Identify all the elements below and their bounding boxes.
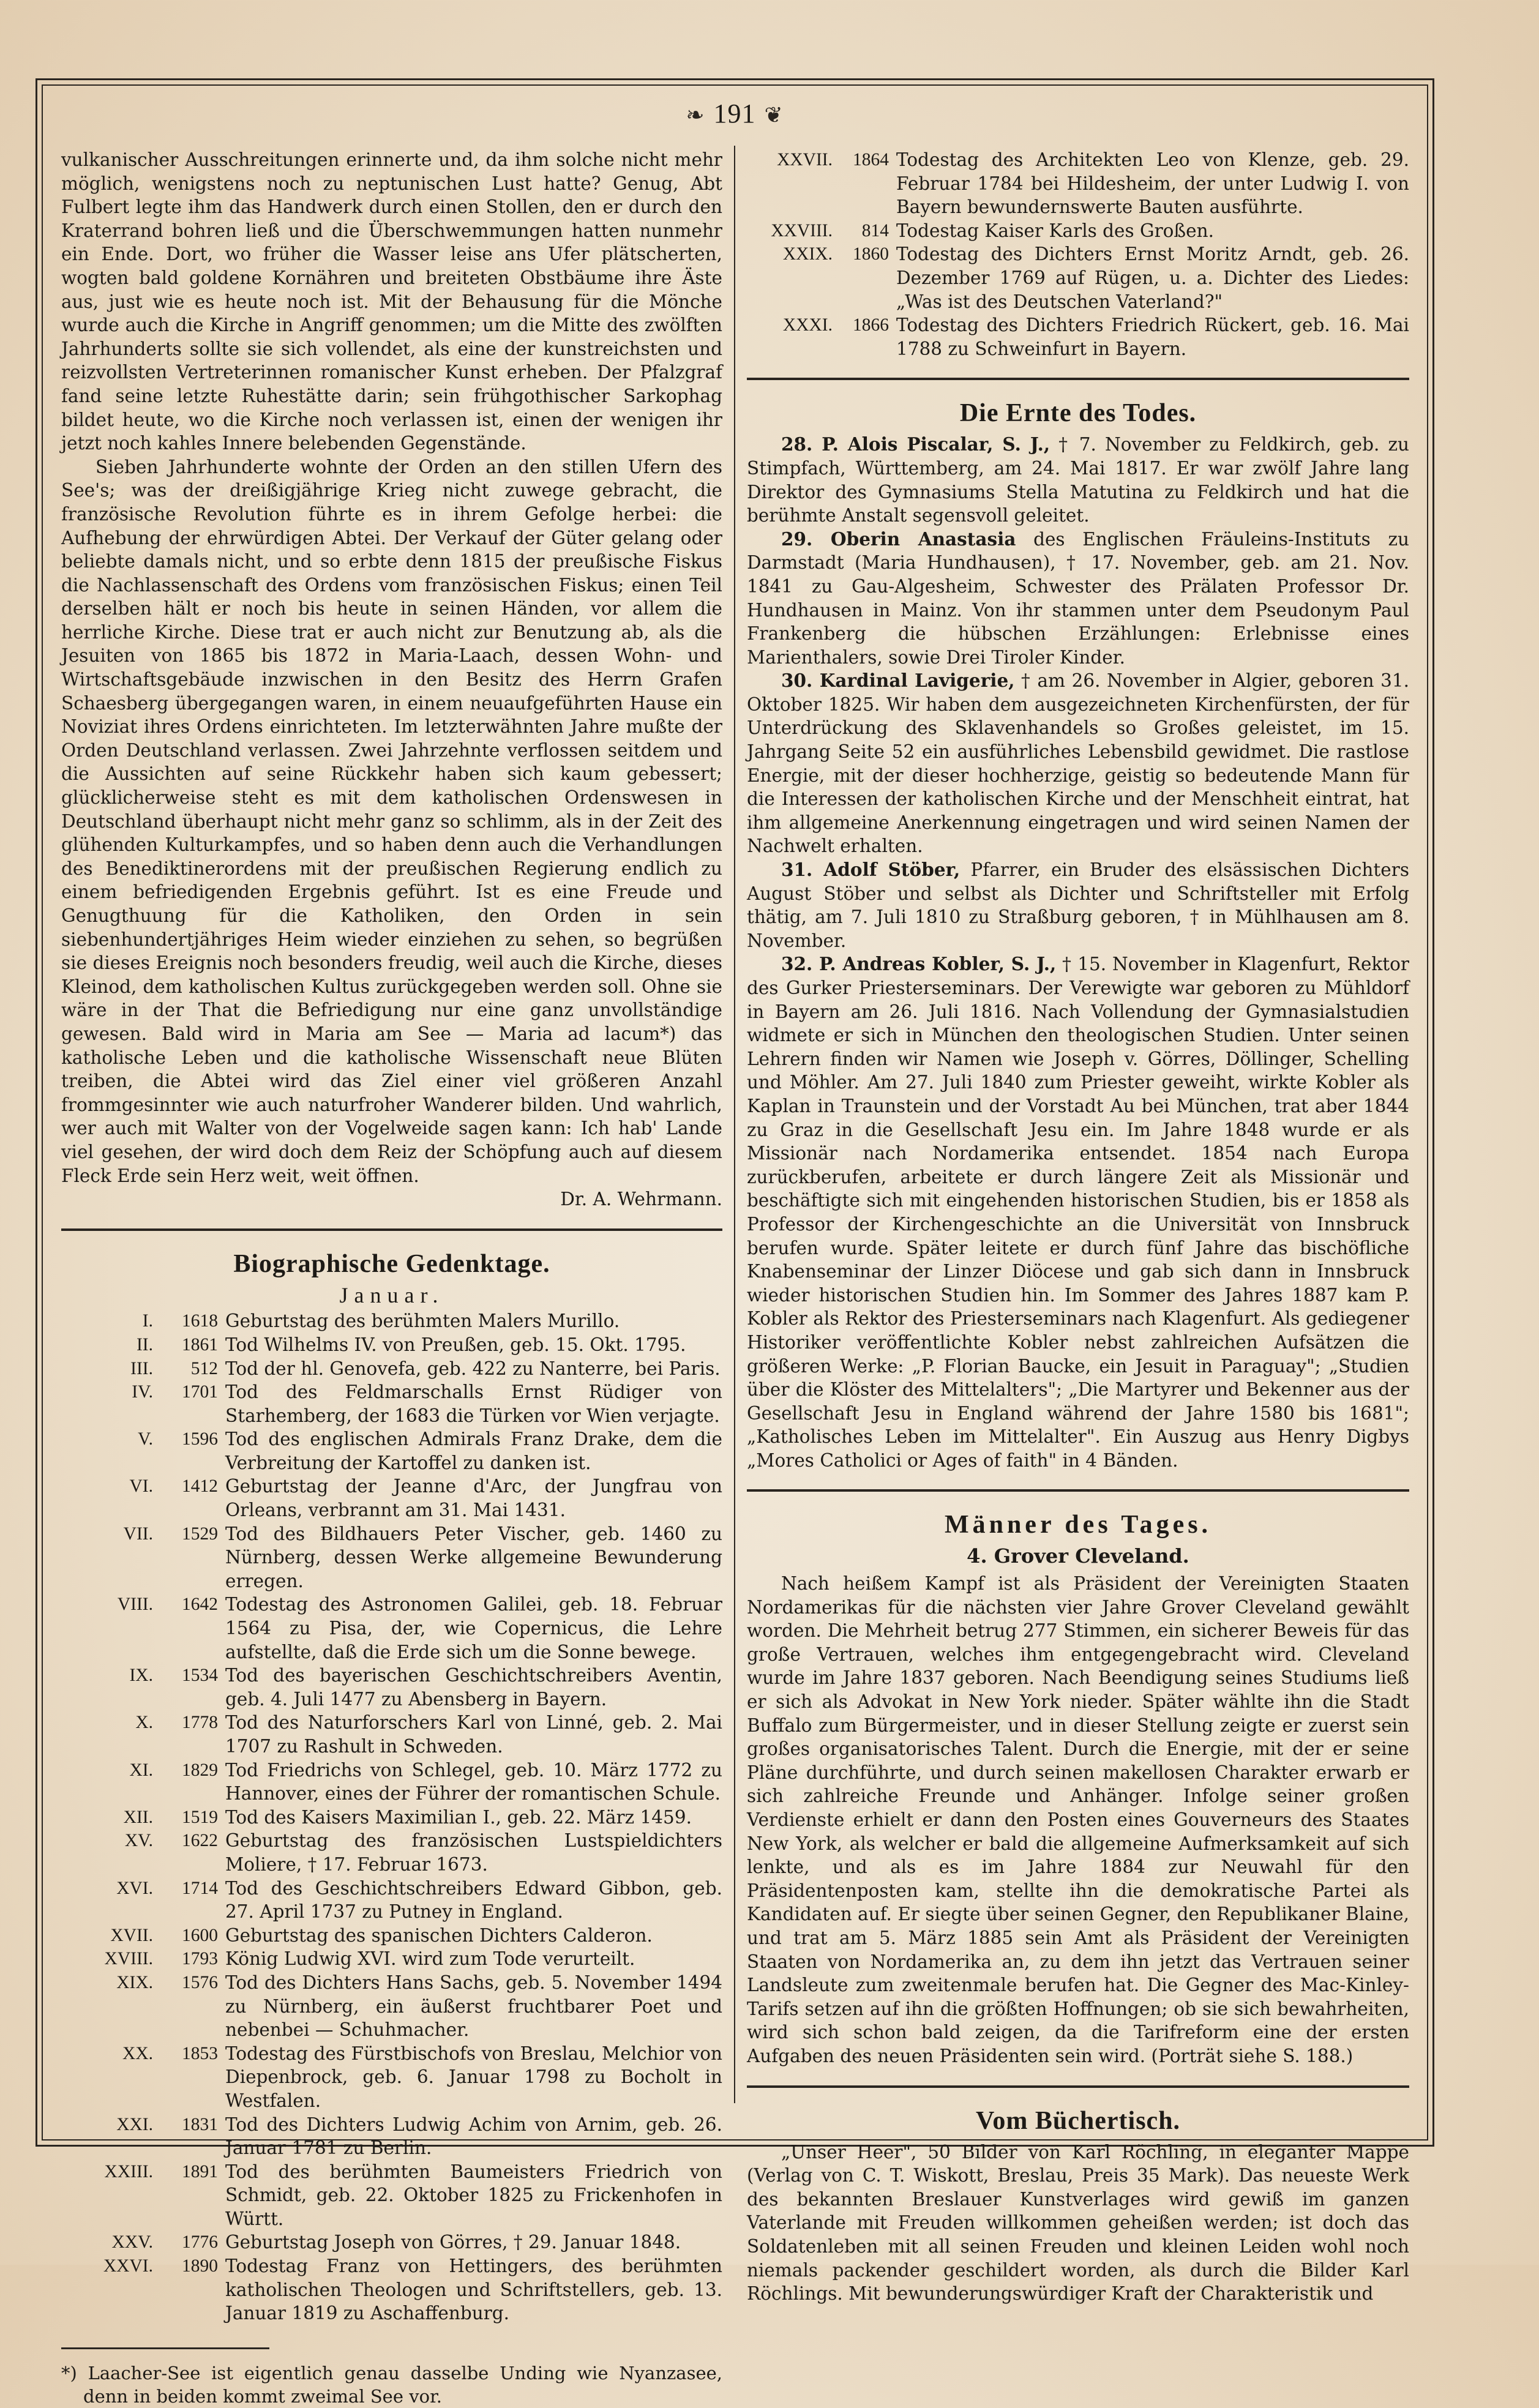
gedenktag-text: Tod des Feldmarschalls Ernst Rüdiger von Starhemberg, der 1683 die Türken vor Wien verjagte. <box>225 1382 722 1426</box>
gedenktag-entry <box>61 1971 722 2042</box>
gedenktag-text: Tod des Kaisers Maximilian I., geb. 22. März 1459. <box>225 1806 692 1828</box>
gedenktag-year: 1576 <box>182 1972 218 1992</box>
gedenktag-year: 1714 <box>182 1878 218 1898</box>
gedenktag-day: XXIX. <box>782 244 833 264</box>
gedenktag-year: 1864 <box>853 150 889 170</box>
gedenktag-text: Tod der hl. Genovefa, geb. 422 zu Nanterre, bei Paris. <box>225 1358 721 1379</box>
obituary-entry <box>747 528 1409 670</box>
obituary-name: 32. P. Andreas Kobler, S. J., <box>781 953 1057 975</box>
gedenktag-entry <box>61 1475 722 1522</box>
gedenktag-entry <box>61 1380 722 1427</box>
gedenktag-text: Todestag des Fürstbischofs von Breslau, Melchior von Diepenbrock, geb. 6. Januar 1798 zu Bocholt in Westfalen. <box>225 2043 722 2111</box>
gedenktag-entry <box>61 1522 722 1593</box>
gedenktag-day: I. <box>142 1311 153 1331</box>
gedenktag-text: Tod des englischen Admirals Franz Drake, dem die Verbreitung der Kartoffel zu danken ist. <box>225 1429 722 1473</box>
gedenktag-entry <box>747 242 1409 313</box>
article-paragraph: vulkanischer Ausschreitungen erinnerte und, da ihm solche nicht mehr möglich, wenigstens noch zu neptunischen Lust hatte? Genug, Abt Fulbert legte ihm das Handwerk durch einen Stollen, den er durch den Kraterrand bohren ließ und die Überschwemmungen hatten nunmehr ein Ende. Dort, wo früher die Wasser leise ans Ufer plätscherten, wogten bald goldene Kornähren und breiteten Obstbäume ihre Äste aus, just wie es heute noch ist. Mit der Behausung für die Mönche wurde auch die Kirche in Angriff genommen; um die Mitte des zwölften Jahrhunderts sollte sie sich vollendet, als eine der kunstreichsten und reizvollsten Vertreterinnen romanischer Kunst erheben. Der Pfalzgraf fand seine letzte Ruhestätte darin; sein frühgothischer Sarkophag bildet heute, wo die Kirche noch verlassen ist, einen der wenigen ihr jetzt noch kahles Innere belebenden Gegenstände. <box>61 149 722 454</box>
gedenktag-day: XVI. <box>116 1878 153 1898</box>
gedenktag-text: Tod Friedrichs von Schlegel, geb. 10. März 1772 zu Hannover, eines der Führer der romantischen Schule. <box>225 1759 722 1804</box>
gedenktag-entry <box>61 1427 722 1475</box>
gedenktag-year: 1600 <box>182 1925 218 1945</box>
gedenktag-text: Todestag Kaiser Karls des Großen. <box>896 220 1214 241</box>
gedenktag-entry <box>747 148 1409 219</box>
gedenktag-year: 1853 <box>182 2043 218 2063</box>
gedenktag-text: Geburtstag des französischen Lustspieldichters Moliere, † 17. Februar 1673. <box>225 1830 722 1875</box>
gedenktag-entry <box>61 2042 722 2113</box>
gedenktag-day: IV. <box>132 1382 153 1402</box>
maenner-title: Männer des Tages. <box>944 1511 1212 1539</box>
gedenktag-year: 1596 <box>182 1429 218 1449</box>
gedenktag-year: 1534 <box>182 1666 218 1686</box>
gedenktag-day: XXV. <box>111 2232 153 2253</box>
gedenktag-day: VIII. <box>117 1595 153 1615</box>
gedenktag-year: 1890 <box>182 2256 218 2276</box>
gedenktag-text: Todestag des Dichters Friedrich Rückert, geb. 16. Mai 1788 zu Schweinfurt in Bayern. <box>896 315 1409 359</box>
gedenktag-entry <box>61 2230 722 2254</box>
gedenktag-text: König Ludwig XVI. wird zum Tode verurteilt. <box>225 1948 635 1970</box>
gedenktag-entry <box>61 1664 722 1711</box>
obituary-entry <box>747 669 1409 858</box>
gedenktag-text: Geburtstag Joseph von Görres, † 29. Januar 1848. <box>225 2232 681 2253</box>
gedenktag-text: Tod Wilhelms IV. von Preußen, geb. 15. Okt. 1795. <box>225 1334 686 1355</box>
gedenktag-year: 1622 <box>182 1831 218 1851</box>
section-divider <box>747 2085 1409 2088</box>
gedenktag-text: Tod des berühmten Baumeisters Friedrich von Schmidt, geb. 22. Oktober 1825 zu Frickenhofen in Württ. <box>225 2161 722 2229</box>
gedenktag-text: Geburtstag der Jeanne d'Arc, der Jungfrau von Orleans, verbrannt am 31. Mai 1431. <box>225 1476 722 1521</box>
gedenktag-entry <box>61 1829 722 1876</box>
gedenktag-text: Tod des bayerischen Geschichtschreibers Aventin, geb. 4. Juli 1477 zu Abensberg in Bayern. <box>225 1665 722 1710</box>
maenner-text: Nach heißem Kampf ist als Präsident der Vereinigten Staaten Nordamerikas für die nächsten vier Jahre Grover Cleveland gewählt worden. Die Mehrheit betrug 277 Stimmen, ein sicherer Beweis für das große Vertrauen, welches ihm entgegengebracht wird. Cleveland wurde im Jahre 1837 geboren. Nach Beendigung seines Studiums ließ er sich als Advokat in New York nieder. Später wählte ihn die Stadt Buffalo zum Bürgermeister, und in dieser Stellung zeigte er zuerst sein großes organisatorisches Talent. Durch die Energie, mit der er seine Pläne durchführte, und durch seinen makellosen Charakter erwarb er sich zahlreiche Freunde und Anhänger. Infolge seiner großen Verdienste erhielt er dann den Posten eines Gouverneurs des Staates New York, als welcher er bald die allgemeine Aufmerksamkeit auf sich lenkte, und als es im Jahre 1884 zur Neuwahl für den Präsidentenposten kam, stellte ihn die demokratische Partei als Kandidaten auf. Er siegte über seinen Gegner, den Republikaner Blaine, und trat am 5. März 1885 sein Amt als Präsident der Vereinigten Staaten von Nordamerika an, zu dem ihn jetzt das Vertrauen seiner Landsleute zum zweitenmale berufen hat. Die Gegner des Mac-Kinley-Tarifs setzen auf ihn die größten Hoffnungen; ob sie sich bewahrheiten, wird sich schon bald zeigen, da die Tarifreform eine der ersten Aufgaben des neuen Präsidenten sein wird. (Porträt siehe S. 188.) <box>747 1573 1409 2066</box>
footnote-divider <box>61 2347 269 2349</box>
gedenktag-entry <box>747 219 1409 243</box>
gedenktag-day: XII. <box>123 1807 153 1827</box>
gedenktag-year: 1861 <box>182 1334 218 1355</box>
buechertisch-text: „Unser Heer", 50 Bilder von Karl Röchling, in eleganter Mappe (Verlag von C. T. Wiskott, Breslau, Preis 35 Mark). Das neueste Werk des bekannten Breslauer Kunstverlages wird gewiß im ganzen Vaterlande mit Freuden willkommen geheißen werden; ist doch das Soldatenleben mit all seinen Freuden und kleinen Leiden wohl noch niemals packender geschildert worden, als durch die Bilder Karl Röchlings. Mit bewunderungswürdiger Kraft der Charakteristik und <box>747 2141 1409 2305</box>
obituary-text: † am 26. November in Algier, geboren 31. Oktober 1825. Wir haben dem ausgezeichneten Kirchenfürsten, der für Unterdrückung des Sklavenhandels so Großes geleistet, im 15. Jahrgang Seite 52 ein ausführliches Lebensbild gewidmet. Die rastlose Energie, mit der dieser hochherzige, geistig so bedeutende Mann für die Interessen der katholischen Kirche und der Menschheit eintrat, hat ihm allgemeine Anerkennung eingetragen und wird seinen Namen der Nachwelt erhalten. <box>747 670 1409 857</box>
gedenktag-day: XXVII. <box>777 150 833 170</box>
gedenktag-entry <box>61 1924 722 1948</box>
gedenktag-year: 1793 <box>182 1949 218 1969</box>
gedenktag-year: 1618 <box>182 1311 218 1331</box>
obituary-text: des Englischen Fräuleins-Instituts zu Darmstadt (Maria Hundhausen), † 17. November, geb. am 21. Nov. 1841 zu Gau-Algesheim, Schwester des Prälaten Professor Dr. Hundhausen in Mainz. Von ihr stammen unter dem Pseudonym Paul Frankenberg die hübschen Erzählungen: Erlebnisse eines Marienthalers, sowie Drei Tiroler Kinder. <box>747 528 1409 668</box>
gedenktag-year: 814 <box>861 220 889 241</box>
gedenktag-day: XXVI. <box>103 2256 153 2276</box>
gedenktag-day: VII. <box>123 1524 153 1544</box>
gedenktag-entry <box>61 1947 722 1971</box>
gedenktag-entry <box>61 1806 722 1830</box>
gedenktag-entry <box>61 1877 722 1924</box>
gedenktag-entry <box>61 1593 722 1664</box>
gedenktag-day: XXI. <box>116 2114 153 2134</box>
gedenktag-day: XIX. <box>116 1972 153 1992</box>
obituary-name: 31. Adolf Stöber, <box>781 859 960 881</box>
left-column <box>61 148 722 2408</box>
gedenktag-day: XXIII. <box>104 2161 153 2182</box>
article-paragraph: Sieben Jahrhunderte wohnte der Orden an den stillen Ufern des See's; was der dreißigjährige Krieg nicht zuwege gebracht, die französische Revolution führte es in ihrem Gefolge herbei: die Aufhebung der ehrwürdigen Abtei. Der Verkauf der Güter gelang oder beliebte damals nicht, und so erbte denn 1815 der preußische Fiskus die Nachlassenschaft des Ordens vom französischen Fiskus; einen Teil derselben hält er noch bis heute in seinen Händen, vor allem die herrliche Kirche. Diese trat er auch nicht zur Benutzung ab, als die Jesuiten von 1865 bis 1872 in Maria-Laach, dessen Wohn- und Wirtschaftsgebäude inzwischen in den Besitz des Herrn Grafen Schaesberg übergegangen waren, in einem neuaufgeführten Hause ein Noviziat ihres Ordens einrichteten. Im letzterwähnten Jahre mußte der Orden Deutschland verlassen. Zwei Jahrzehnte verflossen seitdem und die Aussichten auf seine Rückkehr haben sich kaum gebessert; glücklicherweise steht es mit dem katholischen Ordenswesen in Deutschland überhaupt nicht mehr ganz so schlimm, als in der Zeit des glühenden Kulturkampfes, und so haben denn auch die Verhandlungen des Benediktinerordens mit der preußischen Regierung endlich zu einem befriedigenden Ergebnis geführt. Ist es eine Freude und Genugthuung für die Katholiken, den Orden in sein siebenhundertjähriges Heim wieder einziehen zu sehen, so begrüßen sie dieses Ereignis noch besonders freudig, weil auch die Kirche, dieses Kleinod, dem katholischen Kultus zurückgegeben werden soll. Ohne sie wäre in der That die Befriedigung nur eine ganz unvollständige gewesen. Bald wird in Maria am See — Maria ad lacum*) das katholische Leben und die katholische Wissenschaft neue Blüten treiben, die Abtei wird das Ziel einer viel größeren Anzahl frommgesinnter wie auch naturfroher Wanderer bilden. Und wahrlich, wer auch mit Walter von der Vogelweide sagen kann: Ich hab' Lande viel gesehen, der wird doch dem Reiz der Schöpfung auch auf diesem Fleck Erde sein Herz weit, weit öffnen. <box>61 456 722 1186</box>
right-column <box>747 148 1409 2306</box>
gedenktag-text: Tod des Dichters Hans Sachs, geb. 5. November 1494 zu Nürnberg, ein äußerst fruchtbarer Poet und nebenbei — Schuhmacher. <box>225 1972 722 2041</box>
gedenktag-day: XI. <box>129 1760 153 1780</box>
section-divider <box>61 1228 722 1231</box>
gedenktag-text: Tod des Dichters Ludwig Achim von Arnim, geb. 26. Januar 1781 zu Berlin. <box>225 2114 722 2159</box>
gedenktag-year: 1829 <box>182 1760 218 1780</box>
gedenktag-day: X. <box>135 1713 153 1733</box>
gedenktag-day: II. <box>136 1334 153 1355</box>
gedenktag-entry <box>61 2160 722 2231</box>
gedenktag-entry <box>61 1711 722 1758</box>
gedenktag-day: XXVIII. <box>771 220 833 241</box>
section-divider <box>747 1489 1409 1492</box>
gedenktag-text: Geburtstag des berühmten Malers Murillo. <box>225 1311 620 1332</box>
gedenktag-day: XV. <box>124 1831 153 1851</box>
gedenktage-continued-list <box>747 148 1409 361</box>
gedenktag-year: 1519 <box>182 1807 218 1827</box>
gedenktag-year: 1778 <box>182 1713 218 1733</box>
obituary-name: 29. Oberin Anastasia <box>781 528 1016 550</box>
gedenktag-year: 1891 <box>182 2161 218 2182</box>
gedenktag-year: 512 <box>190 1358 218 1378</box>
gedenktag-text: Geburtstag des spanischen Dichters Calderon. <box>225 1924 653 1946</box>
gedenktag-year: 1701 <box>182 1382 218 1402</box>
gedenktag-text: Todestag des Dichters Ernst Moritz Arndt, geb. 26. Dezember 1769 auf Rügen, u. a. Dichter des Liedes: „Was ist des Deutschen Vaterland?" <box>896 244 1409 312</box>
gedenktag-year: 1412 <box>182 1476 218 1497</box>
obituary-text: † 15. November in Klagenfurt, Rektor des Gurker Priesterseminars. Der Verewigte war geboren zu Mühldorf in Bayern am 26. Juli 1816. Nach Vollendung der Gymnasialstudien widmete er sich in München den theologischen Studien. Unter seinen Lehrern finden wir Namen wie Joseph v. Görres, Döllinger, Schelling und Möhler. Am 27. Juli 1840 zum Priester geweiht, wirkte Kobler als Kaplan in Traunstein und der Vorstadt Au bei München, trat aber 1844 zu Graz in die Gesellschaft Jesu ein. Im Jahre 1848 wurde er als Missionär nach Nordamerika entsendet. 1854 nach Europa zurückberufen, arbeitete er durch längere Zeit als Missionär und beschäftigte sich mit eingehenden historischen Studien, bis er 1858 als Professor der Kirchengeschichte an die Universität von Innsbruck berufen wurde. Später leitete er durch fünf Jahre das bischöfliche Knabenseminar der Linzer Diöcese und gab sich dann in Innsbruck wieder historischen Studien hin. Im Sommer des Jahres 1887 kam P. Kobler als Rektor des Priesterseminars nach Klagenfurt. Als gediegener Historiker veröffentlichte Kobler nebst zahlreichen Aufsätzen die größeren Werke: „P. Florian Baucke, ein Jesuit in Paraguay"; „Studien über die Klöster des Mittelalters"; „Die Martyrer und Bekenner aus der Gesellschaft Jesu in England während der Jahre 1580 bis 1681"; „Katholisches Leben im Mittelalter". Ein Auszug aus Henry Digbys „Mores Catholici or Ages of faith" in 4 Bänden. <box>747 954 1409 1471</box>
obituary-entry <box>747 858 1409 952</box>
gedenktag-text: Tod des Geschichtschreibers Edward Gibbon, geb. 27. April 1737 zu Putney in England. <box>225 1877 722 1923</box>
gedenktag-day: III. <box>130 1358 153 1378</box>
gedenktag-day: IX. <box>129 1666 153 1686</box>
gedenktag-entry <box>61 2113 722 2160</box>
obituary-text: † 7. November zu Feldkirch, geb. zu Stimpfach, Württemberg, am 24. Mai 1817. Er war zwölf Jahre lang Direktor des Gymnasiums Stella Matutina zu Feldkirch und hat die berühmte Anstalt segensvoll geleitet. <box>747 434 1409 526</box>
gedenktag-entry <box>61 1357 722 1381</box>
ernte-title: Die Ernte des Todes. <box>959 399 1197 428</box>
gedenktag-entry <box>61 1759 722 1806</box>
obituary-entry <box>747 433 1409 527</box>
gedenktag-text: Tod des Naturforschers Karl von Linné, geb. 2. Mai 1707 zu Rashult in Schweden. <box>225 1712 722 1757</box>
gedenktage-month: Januar. <box>339 1282 444 1307</box>
gedenktag-entry <box>61 1309 722 1333</box>
column-divider <box>734 146 735 2103</box>
gedenktag-text: Todestag des Architekten Leo von Klenze, geb. 29. Februar 1784 bei Hildesheim, der unter Ludwig I. von Bayern bewundernswerte Bauten ausführte. <box>896 149 1409 218</box>
gedenktag-year: 1776 <box>182 2232 218 2253</box>
gedenktag-year: 1529 <box>182 1524 218 1544</box>
obituary-name: 30. Kardinal Lavigerie, <box>781 670 1015 692</box>
gedenktage-list <box>61 1309 722 2325</box>
gedenktag-year: 1866 <box>853 315 889 335</box>
gedenktag-entry <box>747 313 1409 361</box>
ornament-right-icon: ❦ <box>764 103 784 127</box>
gedenktag-day: VI. <box>129 1476 153 1497</box>
gedenktag-text: Todestag Franz von Hettingers, des berühmten katholischen Theologen und Schriftstellers, geb. 13. Januar 1819 zu Aschaffenburg. <box>225 2256 722 2324</box>
gedenktag-day: XXXI. <box>782 315 833 335</box>
obituary-name: 28. P. Alois Piscalar, S. J., <box>781 433 1050 455</box>
gedenktag-text: Todestag des Astronomen Galilei, geb. 18. Februar 1564 zu Pisa, der, wie Copernicus, die Lehre aufstellte, daß die Erde sich um die Sonne bewege. <box>225 1594 722 1662</box>
obituary-entry <box>747 952 1409 1472</box>
gedenktag-day: V. <box>138 1429 153 1449</box>
section-divider <box>747 378 1409 380</box>
gedenktag-day: XX. <box>122 2043 153 2063</box>
page-header <box>643 98 826 129</box>
gedenktag-year: 1831 <box>182 2114 218 2134</box>
gedenktag-text: Tod des Bildhauers Peter Vischer, geb. 1460 zu Nürnberg, dessen Werke allgemeine Bewunderung erregen. <box>225 1523 722 1591</box>
gedenktag-day: XVIII. <box>104 1949 153 1969</box>
obituary-text: Pfarrer, ein Bruder des elsässischen Dichters August Stöber und selbst als Dichter und Schriftsteller mit Erfolg thätig, am 7. Juli 1810 zu Straßburg geboren, † in Mühlhausen am 8. November. <box>747 859 1409 951</box>
article-signature: Dr. A. Wehrmann. <box>560 1189 722 1210</box>
gedenktag-entry <box>61 1333 722 1357</box>
footnote: *) Laacher-See ist eigentlich genau dasselbe Unding wie Nyanzasee, denn in beiden kommt zweimal See vor. <box>61 2362 722 2407</box>
buechertisch-title: Vom Büchertisch. <box>975 2106 1181 2135</box>
maenner-subtitle: 4. Grover Cleveland. <box>967 1544 1189 1568</box>
gedenktag-year: 1642 <box>182 1595 218 1615</box>
ornament-left-icon: ❧ <box>686 103 705 127</box>
page-number: 191 <box>713 99 756 129</box>
gedenktag-year: 1860 <box>853 244 889 264</box>
gedenktag-day: XVII. <box>110 1925 153 1945</box>
gedenktage-title: Biographische Gedenktage. <box>233 1249 550 1278</box>
gedenktag-entry <box>61 2254 722 2325</box>
ernte-list <box>747 433 1409 1472</box>
